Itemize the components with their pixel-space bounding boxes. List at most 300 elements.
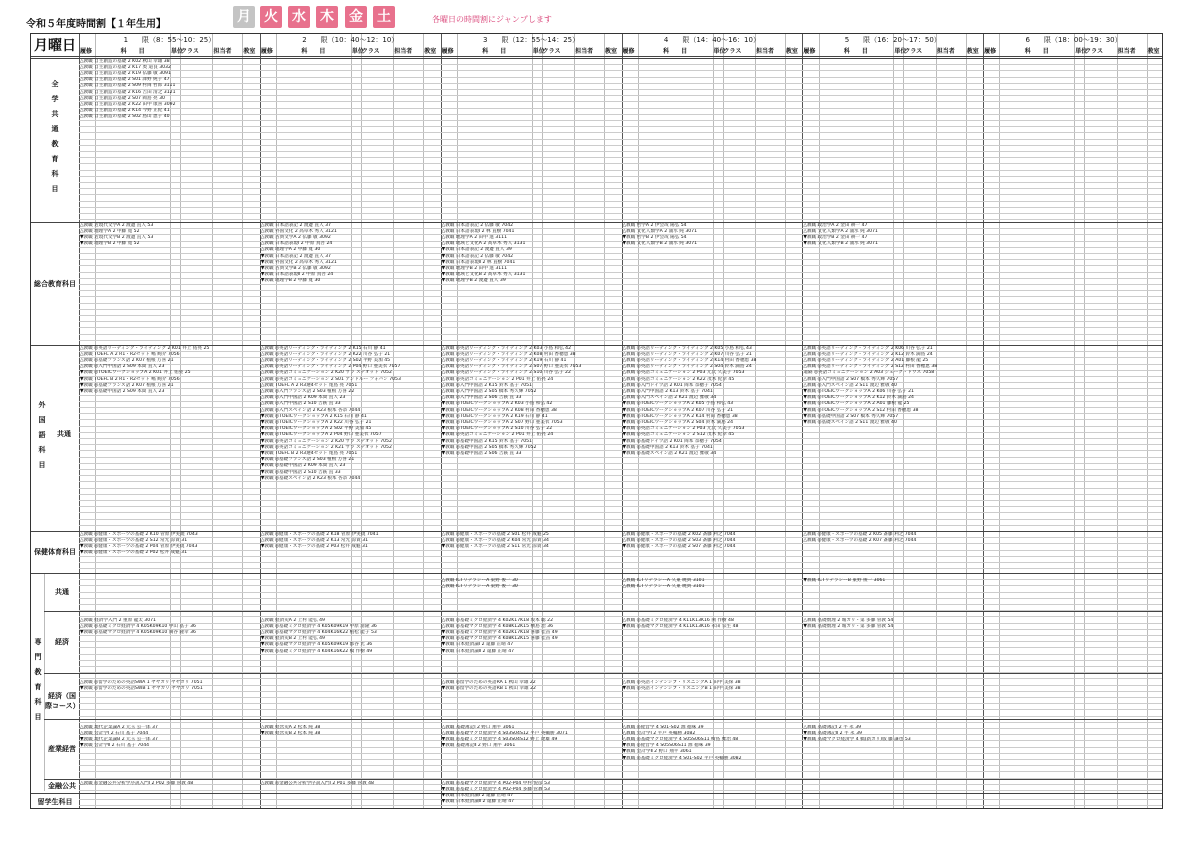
course-row: ▼教職 経済史B 2 上村 能弘 49 (260, 636, 325, 642)
category-foreign: 外国語科目 (38, 400, 46, 476)
course-row: △教職 ◎基礎マクロ経済学 4 K08K12K15 横島 治 36 (441, 623, 554, 629)
course-row: ▼教職 ◎TOEICワークショップA 2 S10 川谷 弘子 22 (441, 426, 553, 432)
row-line (79, 697, 1162, 698)
course-row: △教職 基礎簿記Ⅰ 2 野口 翔平 3061 (441, 724, 515, 730)
course-row: △教職 ◎基礎ミクロ経済学 4 K05K09K10 中山 基子 36 (80, 623, 196, 629)
course-row: ▼教職 文化人類学B 2 涌水 純 3071 (803, 241, 878, 247)
course-row: △教職 TOEFL A 2 R1・R2セット 嶋 絢介 7056 (80, 351, 180, 357)
column-header: クラス (181, 48, 199, 55)
category-foreign-sub: 共通 (57, 430, 71, 438)
course-row: △教職 日本語表記 2 仏藤 敏 7042 (441, 222, 514, 228)
category-health: 保健体育科目 (34, 548, 76, 556)
row-line (79, 444, 1162, 445)
course-row: ▼教職 基礎簿記Ⅱ 2 野口 翔平 3061 (441, 743, 516, 749)
course-row: ▼教職 ◎TOEICワークショップA 2 K07 川谷 弘子 21 (622, 407, 734, 413)
timetable (30, 33, 1163, 809)
row-line (79, 765, 1162, 766)
row-line (79, 407, 1162, 408)
course-row: △教職 日本語表記 2 渡邊 直人 37 (260, 222, 331, 228)
column-header: 単位 (532, 48, 545, 55)
period-header-6: 6 限（18：00～19：30） (1025, 36, 1122, 44)
row-line (79, 519, 1162, 520)
course-row: △教職 ◎健康・スポーツの基礎 2 K18 菅原 伊実規 7041 (260, 531, 379, 537)
course-row: ▼教職 ◎基礎スペイン語 2 K23 根本 杏奈 7044 (260, 475, 361, 481)
course-row: △教職 自主創造の基礎 2 K22 田中 康喜 3092 (80, 101, 176, 107)
row-line (79, 194, 1162, 195)
course-row: △教職 ◎英語リーディング・ライティング 2 S10 川谷 弘子 22 (441, 370, 571, 376)
row-line (79, 163, 1162, 164)
course-row: ▼教職 ◎TOEICワークショップA 2 S12 村田 ⾹穂恵 38 (803, 407, 919, 413)
course-row: ▼教職 ◎基礎フランス語 2 S03 植根 万喜 21 (260, 457, 355, 463)
course-row: ▼教職 ◎基礎ミクロ経済学 4 S01-S02 平戸 英輔勝 3082 (622, 755, 742, 761)
course-row: ▼教職 日本経済論Ⅰ 2 遠藤 正晴 47 (441, 642, 514, 648)
course-row: △教職 ◎英語コミュニケーション 2 K20 サラ ステオット 7052 (260, 370, 392, 376)
column-header: 単位 (351, 48, 364, 55)
column-header: クラス (723, 48, 742, 55)
course-row: ▼教職 ◎TOEICワークショップA 2 K06 川谷 弘子 21 (803, 388, 914, 394)
course-row: △教職 ◎英語リーディング・ライティング 2 S12 村田 ⾹穂恵 38 (803, 364, 938, 370)
row-line (79, 438, 1162, 439)
row-line (79, 450, 1162, 451)
course-row: △教職 経済史A 2 上村 能弘 49 (260, 617, 325, 623)
course-row: △教職 現代企業論A 2 元玉 公一郎 37 (80, 724, 158, 730)
course-row: ▼教職 ◎基礎中国語 2 S06 吉萩 直 33 (441, 450, 522, 456)
course-row: ▼教職 地域と文化B 2 高草木 秀人 3131 (441, 272, 526, 278)
course-row: ▼教職 ◎英語コミュニケーション 2 P01 井上 佑亮 24 (441, 432, 554, 438)
period-header-3: 3 限（12：55～14：25） (483, 36, 580, 44)
day-button-1[interactable]: 火 (260, 6, 282, 28)
row-line (79, 481, 1162, 482)
course-row: ▼教職 日本語表記 2 仏藤 敏 7042 (441, 253, 514, 259)
course-row: △教職 ◎英語リーディング・ライティング 2 K19 石川 靜 41 (441, 357, 567, 363)
course-row: ▼教職 ◎基礎フランス語 2 K07 植根 万喜 21 (80, 382, 174, 388)
course-row: ▼教職 ◎基礎マクロ経済学 4 K05K09K19 郡谷 光 36 (260, 642, 373, 648)
course-row: △教職 会計学Ⅰ 2 平戸 英輔勝 3082 (622, 730, 696, 736)
course-row: ▼教職 ◎TOEICワークショップA 2 K15 石川 靜 41 (260, 413, 367, 419)
course-row: △教職 ◎入門スペイン語 2 K21 渡辺 雅敬 34 (622, 395, 717, 401)
course-row: ▼教職 ◎TOEICワークショップA 2 K01 井上 佑亮 25 (80, 370, 191, 376)
row-line (79, 213, 1162, 214)
row-line (79, 469, 1162, 470)
course-row: △教職 ◎英語リーディング・ライティング 2 S07 野口 亜美衣 7053 (441, 364, 582, 370)
course-row: ▼教職 ◎健康・スポーツの基礎 2 S07 斎藤 利之 7044 (622, 543, 736, 549)
row-line (79, 132, 1162, 133)
course-row: ▼教職 ◎基礎マクロ経済学 4 K11K13K16 永田 宗生 48 (622, 623, 739, 629)
course-row: ▼教職 ◎英語コミュニケーション 2 S12 茂木 紀幸 45 (622, 432, 735, 438)
column-header: 履修 (80, 48, 93, 55)
column-header: 担当者 (1117, 48, 1136, 55)
section-divider (44, 673, 1162, 674)
course-row: △教職 ◎金融公共分析学序説入門Ⅰ 2 P02 多藤 管教 48 (80, 780, 194, 786)
row-line (79, 303, 1162, 304)
course-row: △教職 ◎入門スペイン語 2 K23 根本 杏奈 7044 (260, 407, 361, 413)
course-row: △教職 ◎入門中国語 2 S06 吉萩 直 33 (441, 395, 522, 401)
course-row: ▼教職 ◎健康・スポーツの基礎 2 P02 松井 成魁 31 (80, 550, 188, 556)
course-row: △教職 ◎英語コミュニケーション 2 P03 元氏 久美子 7053 (622, 370, 745, 376)
course-row: ▼教職 ◎基礎マクロ経済学 4 K08K12K15 喜藤 佳苗 49 (441, 636, 558, 642)
course-row: ▼教職 ◎基礎中国語 2 S05 橋本 秀久輝 7052 (441, 444, 537, 450)
column-header: 科 目 (482, 48, 507, 55)
course-row: △教職 ◎基礎マクロ経済学 4 S05S06S11 崎島 雅治 48 (622, 736, 739, 742)
column-header: 担当者 (213, 48, 232, 55)
grid-line (44, 573, 45, 791)
row-line (79, 315, 1162, 316)
course-row: ▼教職 ◎基礎ミクロ経済学 4 K02K17K18 喜藤 佳苗 49 (441, 629, 558, 635)
column-header: 担当者 (394, 48, 413, 55)
column-header: 教室 (1147, 48, 1160, 55)
course-row: △教職 自主創造の基礎 2 K16 吉田 清之 3121 (80, 89, 176, 95)
course-row: ▼教職 地理学B 2 中藤 寛 30 (260, 278, 321, 284)
period-header-2: 2 限（10：40～12：10） (302, 36, 399, 44)
column-header: クラス (904, 48, 923, 55)
course-row: △教職 ◎健康・スポーツの基礎 2 K02 斎藤 利之 7044 (622, 531, 736, 537)
course-row: △教職 ◎英語リーディング・ライティング 2 S02 平野 美加 45 (260, 357, 391, 363)
section-divider (44, 719, 1162, 720)
column-header: 教室 (424, 48, 437, 55)
column-header: 教室 (243, 48, 256, 55)
course-row: △教職 会計学Ⅰ 2 石川 基子 7044 (80, 730, 149, 736)
course-row: ▼教職 TOEFL B 2 R3選4セット 尾島 亮 7051 (260, 450, 358, 456)
category-intl_students: 留学生科目 (37, 797, 73, 806)
row-line (79, 139, 1162, 140)
course-row: ▼教職 基礎簿記Ⅱ 2 半 永 39 (803, 730, 862, 736)
course-row: △教職 ICTリテラシーA 東野 俊一 30 (441, 583, 518, 589)
course-row: △教職 ◎金融公共分析学序説入門Ⅰ 2 P01 多藤 管教 48 (260, 780, 374, 786)
course-row: △教職 日本語表現Ⅰ 2 中原 真吾 24 (260, 241, 333, 247)
column-header: 履修 (984, 48, 997, 55)
course-row: ▼教職 ◎基礎ミクロ経済学 4 K04K16K22 橋 作樹 49 (260, 648, 373, 654)
column-header: 科 目 (120, 48, 145, 55)
row-line (79, 647, 1162, 648)
course-row: △教職 自主創造の基礎 2 S07 岡島 亮 30 (80, 95, 165, 101)
row-line (79, 340, 1162, 341)
row-line (79, 272, 1162, 273)
row-line (79, 568, 1162, 569)
column-header: 教室 (605, 48, 618, 55)
course-row: △教職 地理学A 2 中藤 寛 52 (80, 228, 140, 234)
course-row: △教職 文化人類学A 2 涌水 純 3071 (622, 228, 698, 234)
course-row: ▼教職 日本経済論Ⅱ 2 遠藤 正晴 47 (441, 648, 515, 654)
column-header: 科 目 (663, 48, 688, 55)
category-general: 全学共通教育科目 (51, 80, 59, 200)
column-header: 担当者 (755, 48, 774, 55)
course-row: △教職 ◎英語リーディング・ライティング 2 K22 川谷 弘子 21 (260, 351, 391, 357)
course-row: △教職 ◎入門中国語 2 K15 鈴木 基子 7051 (441, 382, 532, 388)
course-row: ▼教職 ◎健康・スポーツの基礎 2 S11 常光 涼貴 34 (441, 543, 549, 549)
course-row: △教職 ◎英語リーディング・ライティング 2 K01 井上 佑亮 25 (80, 345, 210, 351)
row-line (79, 170, 1162, 171)
course-row: ▼教職 ◎英語インテンシブ・リスニングB 1 田中 美保 38 (622, 685, 741, 691)
course-row: ▼教職 経営史B 2 松本 純 38 (260, 730, 321, 736)
course-row: △教職 ◎入門中国語 2 S10 吉萩 直 33 (260, 401, 341, 407)
course-row: ▼教職 ◎英語コミュニケーション 2 K21 サラ ステオット 7052 (260, 444, 392, 450)
course-row: ▼教職 ◎基礎中国語 2 K09 本間 直人 23 (260, 463, 346, 469)
course-row: ▼教職 ◎基礎ミクロ経済学 4 S03S04S12 野上 達雄 49 (441, 736, 558, 742)
course-row: ▼教職 古典文学B 2 仏藤 敏 3092 (260, 265, 331, 271)
row-line (79, 259, 1162, 260)
row-line (79, 432, 1162, 433)
course-row: △教職 ◎健康・スポーツの基礎 2 K10 菅原 伊実規 7043 (80, 531, 198, 537)
course-row: ▼教職 哲学B 2 伊会哉 陽弘 54 (622, 234, 687, 240)
course-row: ▼教職 TOEFL B 2 R1・R2セット 嶋 絢介 7056 (80, 376, 180, 382)
course-row: △教職 ◎留学のための英語RA 1 秋山 幸雄 22 (441, 679, 536, 685)
row-line (79, 500, 1162, 501)
course-row: △教職 ◎基礎マクロ経済学 4 K04K16K22 植松 能子 53 (260, 629, 377, 635)
course-row: △教職 ◎英語インテンシブ・リスニングA 1 田中 美保 38 (622, 679, 741, 685)
category-spec_industry: 産業経営 (48, 745, 76, 753)
column-header: 教室 (785, 48, 798, 55)
course-row: ▼教職 ◎基礎スペイン語 2 S11 渡辺 雅敬 40 (803, 419, 897, 425)
course-row: ▼教職 ◎経営学 4 S05S06S11 源 徳味 39 (622, 743, 711, 749)
row-line (79, 598, 1162, 599)
row-line (79, 709, 1162, 710)
row-line (79, 219, 1162, 220)
course-row: ▼教職 ◎留学のための英語RB 1 秋山 幸雄 22 (441, 685, 536, 691)
course-row: ▼教職 日本語表現Ⅱ 2 林 直樹 7041 (441, 259, 516, 265)
row-line (79, 716, 1162, 717)
course-row: ▼教職 基礎数理 2 堀カリ・第 多藤 管教 54 (803, 623, 894, 629)
row-line (79, 401, 1162, 402)
row-line (79, 722, 1162, 723)
course-row: ▼教職 ◎基礎中国語 2 S07 橋本 秀久輝 7057 (803, 413, 899, 419)
course-row: △教職 ◎入門中国語 2 S09 本間 直人 23 (80, 364, 165, 370)
row-line (79, 157, 1162, 158)
row-line (79, 660, 1162, 661)
course-row: △教職 ◎健康・スポーツの基礎 2 K07 斎藤 利之 7044 (803, 537, 917, 543)
course-row: △教職 ◎入門中国語 2 S05 橋本 秀久輝 7052 (441, 388, 537, 394)
column-header: 担当者 (575, 48, 594, 55)
category-comprehensive: 総合教育科目 (34, 279, 76, 288)
course-row: ▼教職 ◎英語コミュニケーション 2 K20 サラ ステオット 7052 (260, 438, 392, 444)
course-row: ▼教職 ◎健康・スポーツの基礎 2 P03 松井 成魁 31 (260, 543, 368, 549)
course-row: △教職 自主創造の基礎 2 K17 奥 道良 3032 (80, 64, 171, 70)
course-row: ▼教職 日本経済論Ⅱ 2 遠藤 正晴 47 (441, 799, 515, 805)
course-row: ▼教職 ◎TOEICワークショップA 2 K12 鈴木 満島 24 (803, 395, 914, 401)
course-row: △教職 基礎簿記Ⅰ 2 半 永 39 (803, 724, 862, 730)
course-row: △教職 ◎留学のための英語SWA 1 ヤヤガリ ヤヤガリ 7051 (80, 679, 203, 685)
course-row: ▼教職 現代企業論B 2 元玉 公一郎 37 (80, 736, 158, 742)
column-header: クラス (1085, 48, 1103, 55)
course-row: △教職 古典文学A 2 仏藤 敏 3092 (260, 234, 331, 240)
category-spec_econ: 経済 (55, 638, 69, 646)
row-line (79, 309, 1162, 310)
course-row: △教職 ◎基礎マクロ経済学 4 S03S04S12 平戸 英輔勝 3071 (441, 730, 568, 736)
row-line (79, 278, 1162, 279)
course-row: ▼教職 ◎TOEICワークショップA 2 K08 村田 ⾹穂恵 38 (441, 407, 557, 413)
row-line (79, 585, 1162, 586)
course-row: △教職 ◎英語コミュニケーション 2 P01 井上 佑亮 24 (441, 376, 554, 382)
course-row: △教職 ◎入門ドイツ語 2 K01 岡本 奈穂子 7054 (622, 382, 722, 388)
course-row: △教職 ◎英語リーディング・ライティング 2 A01 藤根 龍 25 (803, 357, 929, 363)
course-row: △教職 ◎英語リーディング・ライティング 2 K07 川谷 弘子 21 (622, 351, 752, 357)
course-row: △教職 ICTリテラシーA 久東 暁典 3101 (622, 583, 705, 589)
column-header: 単位 (894, 48, 907, 55)
course-row: △教職 ◎健康・スポーツの基礎 2 S01 松井 成魁 25 (441, 531, 549, 537)
column-header: 担当者 (936, 48, 955, 55)
row-line (79, 799, 1162, 800)
course-row: △教職 ◎基礎マクロ経済学 4 P02-P04 中村 悦彦 53 (441, 780, 550, 786)
course-row: △教職 ◎英語リーディング・ライティング 2 K08 村田 ⾹穂恵 38 (441, 351, 576, 357)
course-row: ▼教職 ◎基礎マクロ経済学 4 K05K09K10 岡谷 隆幸 36 (80, 629, 196, 635)
row-line (79, 666, 1162, 667)
course-row: △教職 政治学A 2 金田 耕一 47 (803, 222, 868, 228)
column-header: クラス (361, 48, 380, 55)
course-row: △教職 ◎英語リーディング・ライティング 2 K06 川谷 弘子 21 (803, 345, 933, 351)
row-line (79, 327, 1162, 328)
day-button-5[interactable]: 土 (373, 6, 395, 28)
course-row: △教職 ◎基礎ミクロ経済学 4 K05K09K19 中原 清隆 36 (260, 623, 377, 629)
period-header-1: 1 限（8：55～10：25） (123, 36, 216, 44)
course-row: △教職 ◎健康・スポーツの基礎 2 S03 斎藤 利之 7044 (622, 537, 736, 543)
course-row: △教職 地域と文化A 2 高草木 秀人 3131 (441, 241, 526, 247)
course-row: ▼教職 外国文化 2 高草木 秀人 3121 (260, 259, 337, 265)
course-row: △教職 外国文化 2 高草木 秀人 3121 (260, 228, 337, 234)
row-line (79, 475, 1162, 476)
course-row: △教職 日本語表現Ⅰ 2 林 直樹 7041 (441, 228, 515, 234)
row-line (79, 512, 1162, 513)
course-row: ▼教職 会計学Ⅱ 2 野口 翔平 3061 (622, 749, 692, 755)
jump-note: 各曜日の時間割にジャンプします (432, 15, 552, 24)
course-row: ▼教職 ◎留学のための英語SWB 1 ヤヤガリ ヤヤガリ 7051 (80, 685, 203, 691)
course-row: △教職 ◎基礎フランス語 2 K07 植根 万喜 21 (80, 357, 174, 363)
period-header-4: 4 限（14：40～16：10） (663, 36, 760, 44)
row-line (79, 426, 1162, 427)
row-line (79, 321, 1162, 322)
course-row: ▼教職 ◎TOEICワークショップA 2 P04 野口 亜美衣 7057 (260, 432, 382, 438)
category-spec_finance: 金融公共 (48, 782, 76, 790)
course-row: △教職 ◎英語コミュニケーション 2 K22 茂木 紀幸 45 (622, 376, 735, 382)
row-line (79, 525, 1162, 526)
row-line (79, 506, 1162, 507)
column-header: 科 目 (1024, 48, 1049, 55)
course-row: ▼教職 ◎基礎中国語 2 K15 鈴木 基子 7051 (441, 438, 532, 444)
course-row: ▼教職 ◎TOEICワークショップA 2 K03 小島 和弘 42 (441, 401, 553, 407)
column-header: 科 目 (843, 48, 868, 55)
column-header: 単位 (713, 48, 726, 55)
row-line (79, 494, 1162, 495)
course-row: △教職 ◎英語リーディング・ライティング 2 P04 野口 亜美衣 7057 (260, 364, 401, 370)
course-row: ▼教職 ◎基礎ドイツ語 2 K01 岡本 奈穂子 7054 (622, 438, 722, 444)
column-header: 履修 (622, 48, 635, 55)
course-row: △教職 経済学入門 2 重原 龍太 3071 (80, 617, 156, 623)
course-row: ▼教職 文化人類学B 2 涌水 純 3071 (622, 241, 698, 247)
day-button-0[interactable]: 月 (233, 6, 255, 28)
course-row: △教職 文化人類学A 2 涌水 純 3071 (803, 228, 878, 234)
category-specialized: 専門教育科目 (34, 638, 42, 728)
section-divider (44, 611, 1162, 612)
row-line (79, 579, 1162, 580)
course-row: 遠隔 ◎英語コミュニケーション 2 A03 ジェーク・ドウス 7058 (803, 370, 935, 376)
course-row: △教職 ICTリテラシーA 久東 暁典 3101 (622, 577, 705, 583)
course-row: △教職 地理学A 2 田中 進 3111 (441, 234, 507, 240)
course-row: △教職 ◎英語リーディング・ライティング 2 S04 鈴木 満島 24 (622, 364, 752, 370)
category-spec_common: 共通 (55, 588, 69, 596)
row-line (79, 562, 1162, 563)
row-line (79, 265, 1162, 266)
row-line (79, 759, 1162, 760)
course-row: △教職 ◎英語コミュニケーション 2 S01 アンドルー フォバン 7053 (260, 376, 401, 382)
course-row: △教職 ◎健康・スポーツの基礎 2 S12 常光 涼貴 31 (80, 537, 188, 543)
course-row: ▼教職 日本語表現Ⅱ 2 中原 真吾 24 (260, 272, 334, 278)
row-line (79, 753, 1162, 754)
course-row: △教職 TOEFL A 2 R3選4セット 尾島 亮 7051 (260, 382, 358, 388)
course-row: ▼教職 ◎基礎中国語 2 K13 鈴木 基子 7041 (622, 444, 713, 450)
course-row: △教職 ◎英語リーディング・ライティング 2 K14 村田 ⾹穂恵 38 (622, 357, 757, 363)
course-row: ▼教職 日本語表記 2 渡邊 直人 37 (260, 253, 331, 259)
row-line (79, 654, 1162, 655)
row-line (79, 151, 1162, 152)
course-row: ▼教職 地理学B 2 渡邊 直人 39 (441, 278, 506, 284)
row-line (79, 145, 1162, 146)
course-row: ▼教職 ◎英語コミュニケーション 2 P03 元氏 久美子 7053 (622, 426, 745, 432)
course-row: ▼教職 ◎TOEICワークショップA 2 K05 小島 和弘 43 (622, 401, 734, 407)
row-line (79, 641, 1162, 642)
course-row: ▼教職 ◎基礎中国語 2 S09 本間 直人 23 (80, 388, 165, 394)
course-row: △教職 自主創造の基礎 2 S02 島山 恵子 40 (80, 114, 170, 120)
day-button-3[interactable]: 木 (316, 6, 338, 28)
course-row: △教職 ◎入門スペイン語 2 S11 渡辺 雅敬 40 (803, 382, 897, 388)
row-line (79, 488, 1162, 489)
course-row: △教職 地理学A 2 中藤 寛 30 (260, 247, 321, 253)
row-line (79, 296, 1162, 297)
course-row: △教職 基礎数理 2 堀カリ・第 多藤 管教 54 (803, 617, 894, 623)
row-line (79, 207, 1162, 208)
course-row: ▼教職 政治学B 2 金田 耕一 47 (803, 234, 868, 240)
row-line (79, 703, 1162, 704)
course-row: △教職 ◎英語リーディング・ライティング 2 K05 小島 和弘 43 (622, 345, 752, 351)
course-row: △教職 自主創造の基礎 2 K19 仏藤 敏 3091 (80, 70, 171, 76)
course-row: ▼教職 ◎TOEICワークショップA 2 K22 川谷 弘子 21 (260, 419, 372, 425)
course-row: △教職 ◎入門中国語 2 K13 鈴木 基子 7041 (622, 388, 713, 394)
course-row: △教職 ◎英語リーディング・ライティング 2 K15 石川 靜 41 (260, 345, 386, 351)
course-row: ▼教職 日本経済論Ⅰ 2 遠藤 正晴 47 (441, 792, 514, 798)
row-line (79, 334, 1162, 335)
column-header: 履修 (803, 48, 816, 55)
course-row: △教職 ◎経営学 4 S01-S02 源 徳味 39 (622, 724, 704, 730)
course-row: ▼教職 ◎基礎ミクロ経済学 4 P02-P04 多藤 管教 53 (441, 786, 550, 792)
course-row: ▼教職 ◎TOEICワークショップA 2 S02 平野 美加 45 (260, 426, 372, 432)
row-line (79, 457, 1162, 458)
course-row: ▼教職 ◎TOEICワークショップA 2 K19 石川 靜 41 (441, 413, 548, 419)
day-button-4[interactable]: 金 (345, 6, 367, 28)
row-line (79, 805, 1162, 806)
row-line (79, 413, 1162, 414)
course-row: △教職 自主創造の基礎 2 K14 今野 正紀 41 (80, 108, 170, 114)
row-line (79, 176, 1162, 177)
row-line (79, 201, 1162, 202)
row-line (79, 188, 1162, 189)
column-header: 履修 (260, 48, 273, 55)
course-row: ▼教職 近現代文学B 2 渡邊 直人 53 (80, 234, 154, 240)
day-button-2[interactable]: 水 (288, 6, 310, 28)
course-row: △教職 ◎健康・スポーツの基礎 2 K05 斎藤 利之 7044 (803, 531, 917, 537)
course-row: △教職 ◎入門フランス語 2 S03 植根 万喜 22 (260, 388, 355, 394)
course-row: △教職 ◎基礎ミクロ経済学 4 K11K13K16 関 作樹 48 (622, 617, 734, 623)
course-row: ▼教職 ◎基礎スペイン語 2 K21 渡辺 雅敬 34 (622, 450, 717, 456)
day-title: 月曜日 (34, 38, 76, 54)
row-line (79, 253, 1162, 254)
course-row: ▼教職 ◎TOEICワークショップA 2 S04 鈴木 満島 24 (622, 419, 733, 425)
page-title: 令和５年度時間割【１年生用】 (26, 19, 166, 30)
course-row: ▼教職 基礎マクロ経済学 4 橋(新カリ)版 藤 謙也 53 (803, 736, 911, 742)
course-row: ▼教職 日本語表記 2 渡邊 直人 39 (441, 247, 512, 253)
course-row: △教職 ◎英語リーディング・ライティング 2 K03 小島 和弘 42 (441, 345, 571, 351)
row-line (79, 284, 1162, 285)
course-row: △教職 哲学A 2 伊会哉 陽弘 54 (622, 222, 687, 228)
row-line (79, 592, 1162, 593)
grid-line (31, 56, 1162, 57)
section-divider (44, 573, 1162, 574)
